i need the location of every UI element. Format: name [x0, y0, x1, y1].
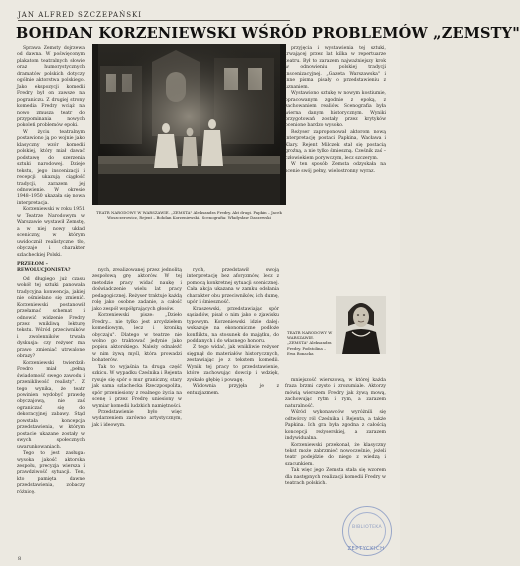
paragraph: Reżyser zaproponował aktorom nową interpretację postaci Papkina, Wacława i Klary. Rejent Milczek stał się postacią groźną, a nie tylko śmieszną. Cześnik zaś – człowiekiem porywczym, lecz szczerym.	[285, 129, 386, 161]
paragraph: Tak więc jego Zemsta stała się wzorem dla następnych realizacji komedii Fredry w teatrach polskich.	[285, 468, 386, 487]
paragraph: mniejszość wierszową, w której każda fraza brzmi czysto i zrozumiale. Aktorzy mówią wierszem Fredry jak żywą mową, zachowując rytm i rym, a zarazem naturalność.	[285, 378, 386, 409]
page-number: 8	[18, 556, 22, 562]
paragraph: przyjęcia i wystawienia tej sztuki, trwającej przez lat kilka w repertuarze teatru. Był to zarazem najważniejszy krok w odnowieniu polskiej tradycji inscenizacyjnej. „Gazeta Warszawska" i inne pisma pisały o przedstawieniu z uznaniem.	[285, 46, 386, 90]
paragraph: Korzeniewski przekonał, że klasyczny tekst może zabrzmieć nowocześnie, jeżeli teatr podejdzie do niego z wiedzą i szacunkiem.	[285, 442, 386, 467]
author-name: JAN ALFRED SZCZEPAŃSKI	[18, 11, 143, 19]
stage-photo-image	[92, 44, 286, 205]
article-headline: BOHDAN KORZENIEWSKI WŚRÓD PROBLEMÓW „ZEMSTY"	[16, 25, 520, 42]
stamp-inner-ring	[348, 512, 386, 550]
paragraph: W ten sposób Zemsta odzyskała na scenie swój pełny, wielostronny wyraz.	[285, 162, 386, 174]
article-column-4	[285, 46, 386, 286]
paragraph: Tego to jest zasługa: wysoka jakość aktorska zespołu, precyzja wiersza i prawdziwość sytuacji. Ten, kto pamięta dawne przedstawienia, zobaczy różnicę.	[17, 451, 85, 495]
article-column-1	[17, 46, 85, 552]
paragraph: Od długiego już czasu wokół tej sztuki panowała tradycyjna konwencja, jakiej nie ośmielano się zmienić. Korzeniewski postanowił przełamać schemat i odnowić widzenie Fredry przez wnikliwą lekturę tekstu. Wśród przeciwników i zwolenników trwała dyskusja: czy reżyser ma prawo zmieniać utrwalone obrazy?	[17, 276, 85, 360]
paragraph: Korzeniewski pisze: „Dzieło Fredry... nie tylko jest arcydziełem komediowym, lecz i kroniką obyczaju". Dlatego w teatrze nie wolno go traktować jedynie jako popisu aktorskiego. Należy odnaleźć w nim żywą myśl, która prowadzi bohaterów.	[92, 313, 182, 364]
header-rule	[18, 20, 290, 21]
paragraph: Wśród wykonawców wyróżnili się odtwórcy ról Cześnika i Rejenta, a także Papkina. Ich gra była zgodna z całością koncepcji reżyserskiej, a zarazem indywidualna.	[285, 410, 386, 442]
paragraph: rych, przedstawił swoją interpretację bez aforyzmów, lecz z pomocą konkretnej sytuacji scenicznej. Cała akcja ukazana w zamku odsłania charakter obu przeciwników, ich dumę, upór i śmieszność.	[187, 268, 279, 306]
paragraph: Widownia przyjęła je z entuzjazmem.	[187, 384, 279, 396]
paragraph: nych, zrealizowanej przez jednolitą zespołową grę aktorów. W tej metodzie pracy widać naukę i doświadczenie wielu lat pracy pedagogicznej. Reżyser traktuje każdą rolę jako osobne zadanie, a całość jako zespół współgrających głosów.	[92, 268, 182, 312]
photo-caption: TEATR NARODOWY W WARSZAWIE. „ZEMSTA" Aleksandra Fredry. Akt drugi. Papkin – Jacek Woszczerowicz, Rejent – Bohdan Korzeniewski. Scenografia: Władysław Daszewski	[96, 210, 282, 221]
stamp-word: ZEPTYCKICH	[347, 546, 385, 552]
paragraph: Sprawa Zemsty dojrzewa od dawna. W poświęconym plakatom teatralnych słowie oraz humorystycznych dramatów polskich dotyczy ogólnie aktorstwa polskiego. Jako ekspozycji komedii Fredry był on zawsze na pograniczu. Z drugiej strony komedia Fredry wciąż na nowo zmusza teatr do przypominania nowych pokoleń problemów epoki.	[17, 46, 85, 129]
paragraph: Kraszewski, przedstawiając spór sąsiadów, pisał o nim jako o zjawisku typowym. Korzeniewski idzie dalej: wskazuje na ekonomiczne podłoże konfliktu, na stosunek do majątku, do poddanych i do własnego honoru.	[187, 306, 279, 344]
paragraph: Korzeniewski twierdził: Fredro miał „pełną świadomość swego zawodu i przenikliwość realisty". Z tego wynika, że teatr powinien wydobyć prawdę obyczajową, nie zaś ograniczać się do dekoracyjnej zabawy. Stąd powstała koncepcja przedstawienia, w którym postacie ukazane zostały w swych społecznych uwarunkowaniach.	[17, 360, 85, 450]
article-column-2	[92, 268, 182, 552]
paragraph: Z tego widać, jak wnikliwie reżyser sięgnął do materiałów historycznych, zestawiając je z tekstem komedii. Wynik tej pracy to przedstawienie, które zachowując dowcip i wdzięk, zyskało głębię i powagę.	[187, 345, 279, 383]
stage-photo-zemsta-scene	[92, 44, 286, 205]
portrait-image	[336, 296, 386, 354]
stamp-center-text: BIBLIOTEKA	[352, 525, 382, 530]
portrait-caption: TEATR NARODOWY W WARSZAWIE. „ZEMSTA" Aleksandra Fredry. Podstolina – Ewa Bonacka	[287, 330, 333, 356]
portrait-photo-actress	[336, 296, 386, 354]
article-column-3	[187, 268, 279, 552]
paragraph: Korzeniewski w roku 1951 w Teatrze Narodowym w Warszawie wystawił Zemstę, a w niej nowy układ sceniczny, w którym uwidocznił realistyczne tło, obyczaje i charakter szlacheckiej Polski.	[17, 207, 85, 258]
paragraph: W życiu teatralnym postawiono ją po wojnie jako klasyczny wzór komedii polskiej, który miał dawać podstawę do szerzenia sztuki narodowej. Dzieje tekstu, jego inscenizacji i recepcji ukazują ciągłość tradycji, zarazem jej odnowienie. W okresie 1948–1950 ukazała się nowa interpretacja.	[17, 129, 85, 206]
paragraph: Przedstawienie było więc wydarzeniem zarówno artystycznym, jak i ideowym.	[92, 409, 182, 428]
paragraph: Tak to wyjaśnia ta druga część szkicu. W wypadku Cześnika i Rejenta rysuje się spór o mur graniczny, stary jak sama szlachecka Rzeczpospolita, spór przeniesiony z realnego życia na scenę i przez Fredrę uniesiony w wymiar komedii ludzkich namiętności.	[92, 364, 182, 409]
section-heading: PRZEŁOM – REWOLUCJONISTA?	[17, 261, 71, 274]
paragraph: Wystawiono sztukę w nowym kostiumie, opracowanym zgodnie z epoką, z zachowaniem realiów. Scenografia była wierna danym historycznym. Wyniki przygotowań zostały przez krytyków ocenione bardzo wysoko.	[285, 91, 386, 129]
